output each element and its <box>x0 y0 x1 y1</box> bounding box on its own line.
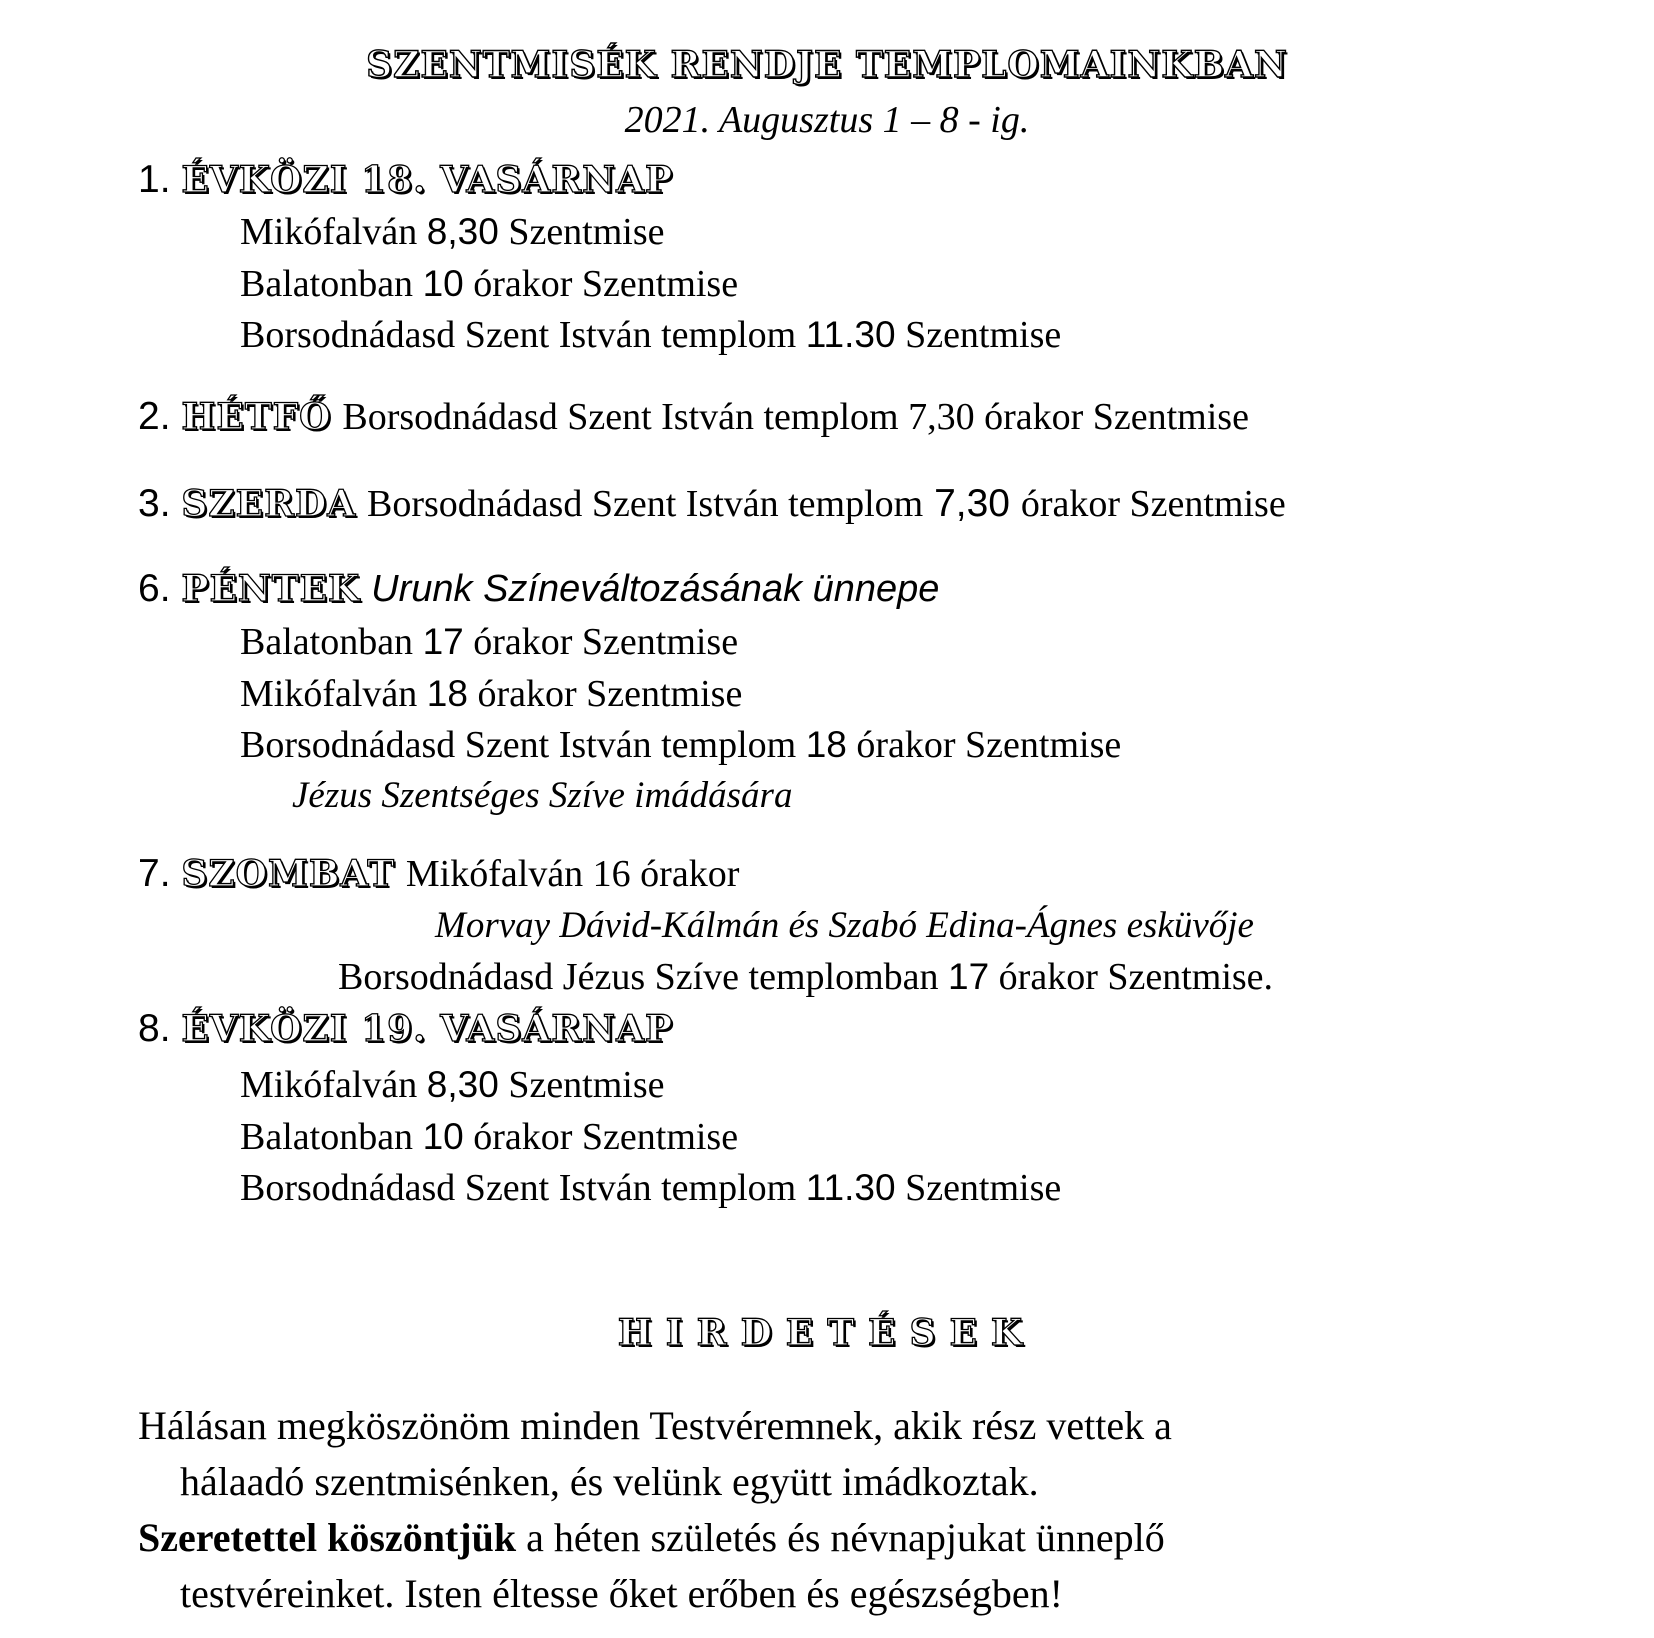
mass-line <box>240 313 1061 357</box>
announcement-greetings <box>138 1510 1538 1622</box>
day-number: 6. <box>138 567 171 610</box>
day-number: 1. <box>138 158 171 201</box>
place: Balatonban <box>240 621 414 663</box>
place: Borsodnádasd Jézus Szíve templomban <box>338 956 939 998</box>
day-name: ÉVKÖZI 19. VASÁRNAP <box>181 1008 674 1050</box>
label: órakor Szentmise <box>856 724 1122 766</box>
wedding-note: Morvay Dávid-Kálmán és Szabó Edina-Ágnes esküvője <box>435 905 1254 946</box>
mass-line <box>240 672 742 716</box>
bold-lead: Szeretettel köszöntjük <box>138 1515 517 1560</box>
place: Borsodnádasd Szent István templom <box>367 483 924 525</box>
mass-line <box>240 620 738 664</box>
time: 18 <box>805 724 847 765</box>
day-number: 7. <box>138 852 171 895</box>
label: órakor Szentmise <box>477 673 743 715</box>
time: 8,30 <box>426 211 499 252</box>
time: 7,30 <box>934 482 1010 525</box>
time: 17 <box>948 956 990 997</box>
mass-line <box>240 1063 665 1107</box>
day-heading <box>138 1007 673 1051</box>
place: Balatonban <box>240 1116 414 1158</box>
time: 10 <box>422 263 464 304</box>
mass-line <box>240 723 1121 767</box>
day-heading <box>138 482 1286 526</box>
announcement-thanks <box>138 1398 1538 1510</box>
day-heading <box>138 395 1249 439</box>
day-heading <box>138 567 939 611</box>
day-name: ÉVKÖZI 18. VASÁRNAP <box>181 159 674 201</box>
place: Borsodnádasd Szent István templom <box>240 724 797 766</box>
place: Balatonban <box>240 263 414 305</box>
day-name: SZOMBAT <box>181 853 396 895</box>
time: 8,30 <box>426 1064 499 1105</box>
label: Szentmise <box>508 1064 665 1106</box>
place: Borsodnádasd Szent István templom <box>240 1167 797 1209</box>
time: 10 <box>422 1116 464 1157</box>
text-line: testvéreinket. Isten éltesse őket erőben és egészségben! <box>180 1571 1063 1616</box>
text-line: a héten születés és névnapjukat ünneplő <box>516 1515 1165 1560</box>
text-line: hálaadó szentmisénken, és velünk együtt imádkoztak. <box>180 1459 1039 1504</box>
day-number: 2. <box>138 395 171 438</box>
time: 11.30 <box>805 1167 896 1208</box>
page-title: SZENTMISÉK RENDJE TEMPLOMAINKBAN <box>366 44 1288 86</box>
label: órakor Szentmise. <box>998 956 1274 998</box>
label: Szentmise <box>905 1167 1062 1209</box>
mass-intention: Jézus Szentséges Szíve imádására <box>292 775 793 816</box>
day-heading <box>138 158 673 202</box>
place: Mikófalván <box>240 673 418 715</box>
day-name: PÉNTEK <box>181 568 361 610</box>
mass-line <box>240 210 665 254</box>
label: órakor Szentmise <box>1020 483 1286 525</box>
mass-info: Mikófalván 16 órakor <box>405 853 740 895</box>
day-heading <box>138 852 739 896</box>
label: órakor Szentmise <box>473 263 739 305</box>
time: 11.30 <box>805 314 896 355</box>
day-name: HÉTFŐ <box>181 396 332 438</box>
feast-name: Urunk Színeváltozásának ünnepe <box>371 568 940 610</box>
label: órakor Szentmise <box>473 1116 739 1158</box>
mass-line <box>240 262 738 306</box>
label: órakor Szentmise <box>473 621 739 663</box>
day-number: 3. <box>138 482 171 525</box>
label: Szentmise <box>905 314 1062 356</box>
place: Borsodnádasd Szent István templom <box>240 314 797 356</box>
time: 17 <box>422 621 464 662</box>
date-range: 2021. Augusztus 1 – 8 - ig. <box>624 99 1030 141</box>
text-line: Hálásan megköszönöm minden Testvéremnek, akik rész vettek a <box>138 1403 1172 1448</box>
announcements-heading: HIRDETÉSEK <box>617 1312 1037 1354</box>
mass-info: Borsodnádasd Szent István templom 7,30 órakor Szentmise <box>342 396 1249 438</box>
mass-line <box>338 955 1273 999</box>
mass-line <box>240 1115 738 1159</box>
label: Szentmise <box>508 211 665 253</box>
place: Mikófalván <box>240 211 418 253</box>
time: 18 <box>426 673 468 714</box>
mass-line <box>240 1166 1061 1210</box>
day-number: 8. <box>138 1007 171 1050</box>
day-name: SZERDA <box>181 483 357 525</box>
place: Mikófalván <box>240 1064 418 1106</box>
